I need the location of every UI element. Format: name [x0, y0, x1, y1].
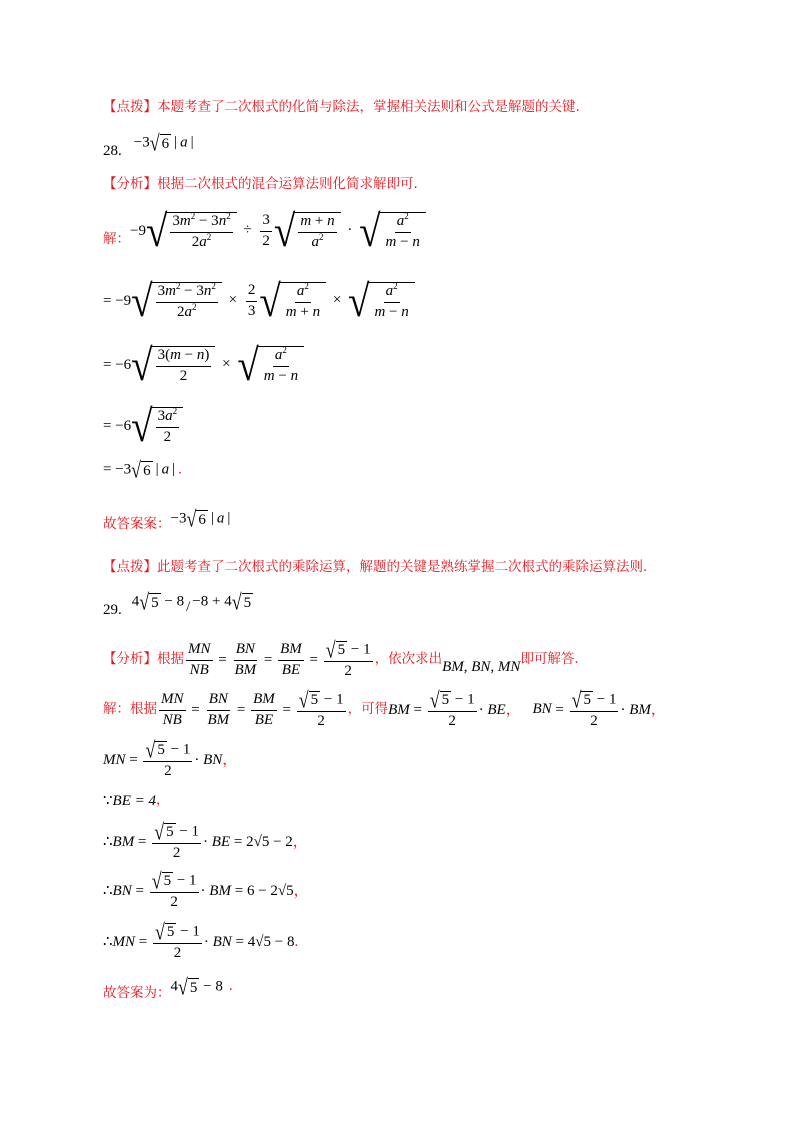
- q29-analysis-suffix: 即可解答.: [520, 651, 579, 668]
- q28-step-2-expr: = −9 √ $\frac{3m^2 - 3n^2}{2a^2}$ × $\frac{2}{3}$ √ $\frac{a^2}{m + n}$ × √ $\frac{a^2}{m - n}$: [103, 282, 415, 321]
- prev-tip: [103, 101, 580, 115]
- q29-separator: /: [186, 598, 191, 615]
- q29-bn-calc: BN = √ 5 − 1 2 · BM = 6 − 2√5，: [112, 868, 309, 910]
- q28-step-1-expr: −9 √ $\frac{3m^2 - 3n^2}{2a^2}$ ÷ $\frac{3}{2}$ √ $\frac{m + n}{a^2}$ · √ $\frac{a^2}{m - n}$: [130, 212, 426, 251]
- prev-tip-tag: 【点拨】: [103, 99, 157, 115]
- q28-step-4-expr: = −6 √ $\frac{3a^2}{2}$: [103, 407, 183, 446]
- q29-bm-calc: BM = √ 5 − 1 2 · BE = 2√5 − 2，: [112, 819, 308, 861]
- q29-bm-formula: BM = √ 5 − 1 2 · BE， BN = √ 5 − 1 2 · BM，: [388, 687, 666, 729]
- q29-analysis-tag: 【分析】: [103, 651, 157, 668]
- q29-solution-ratio: $\frac{MN}{NB}$ = $\frac{BN}{BM}$ = $\frac{BM}{BE}$ = √ 5 − 1 2: [161, 687, 344, 729]
- q28-final: [103, 505, 233, 533]
- q29-mn-formula: MN = √ 5 − 1 2 · BN，: [103, 737, 238, 779]
- q29-solution-mid: ，可得: [347, 701, 389, 718]
- q29-analysis: [103, 637, 579, 680]
- q29-therefore-3: ∴: [103, 933, 113, 950]
- q29-solution-label: 解：根据: [103, 701, 157, 718]
- q29-analysis-vars: BM, BN, MN: [442, 658, 521, 675]
- q29-therefore-2: ∴: [103, 882, 113, 899]
- q29-number: 29.: [103, 601, 122, 618]
- q29-answer-line: [103, 587, 253, 617]
- q29-analysis-mid: ，依次求出: [374, 651, 443, 668]
- q29-mn-line: [103, 919, 299, 962]
- q28-step-1: [103, 206, 426, 256]
- q28-solution-label: 解：: [103, 231, 130, 248]
- q28-step-3: [103, 340, 304, 390]
- q28-tip: [103, 561, 647, 575]
- q29-because: ∵: [103, 792, 113, 809]
- q29-bm-line: [103, 819, 308, 862]
- q28-tip-text: 此题考查了二次根式的乘除运算，解题的关键是熟练掌握二次根式的乘除运算法则.: [157, 559, 648, 575]
- q28-number: 28.: [103, 142, 122, 159]
- q29-bn-line: [103, 868, 309, 911]
- q28-final-label: 故答案案：: [103, 516, 171, 533]
- q29-given-comma: ，: [156, 792, 170, 809]
- q29-bn-result: 6 − 2√5: [246, 882, 294, 899]
- q28-answer-line: [103, 128, 197, 158]
- q29-final-label: 故答案为：: [103, 985, 171, 1002]
- q28-analysis-tag: 【分析】: [103, 176, 157, 192]
- q28-analysis: [103, 178, 418, 192]
- q29-bm-result: 2√5 − 2: [246, 833, 293, 850]
- q29-solution-1: [103, 687, 666, 730]
- q29-given-line: [103, 790, 170, 812]
- q28-step-4: [103, 402, 183, 450]
- q29-mn-formula-line: [103, 737, 238, 780]
- q29-answer-two: −8 + 4 √ 5: [192, 589, 252, 615]
- q28-step-2: [103, 276, 415, 326]
- q28-step-3-expr: = −6 √ $\frac{3(m - n)}{2}$ × √ $\frac{a^2}{m - n}$: [103, 346, 304, 385]
- q28-step-5-expr: = −3 √ 6 | a | .: [103, 457, 182, 483]
- q29-ratio-expr: $\frac{MN}{NB}$ = $\frac{BN}{BM}$ = $\frac{BM}{BE}$ = √ 5 − 1 2: [188, 637, 371, 679]
- q28-tip-tag: 【点拨】: [103, 559, 157, 575]
- q29-final: [103, 972, 233, 1002]
- q28-analysis-text: 根据二次根式的混合运算法则化简求解即可.: [157, 176, 418, 192]
- q29-given: BE = 4: [112, 792, 156, 809]
- q29-final-answer: 4 √ 5 − 8 .: [170, 974, 233, 1000]
- q29-therefore-1: ∴: [103, 833, 113, 850]
- q29-answer-one: 4 √ 5 − 8: [131, 589, 185, 615]
- q28-step-5: [103, 457, 182, 483]
- q28-final-expr: −3 √ 6 | a |: [170, 506, 231, 532]
- prev-tip-text: 本题考查了二次根式的化简与除法，掌握相关法则和公式是解题的关键.: [157, 99, 580, 115]
- q29-analysis-prefix: 根据: [157, 651, 184, 668]
- q29-mn-result: 4√5 − 8: [247, 933, 295, 950]
- q29-mn-calc: MN = √ 5 − 1 2 · BN = 4√5 − 8.: [112, 919, 299, 961]
- q28-answer: −3 √ 6 | a |: [133, 130, 194, 156]
